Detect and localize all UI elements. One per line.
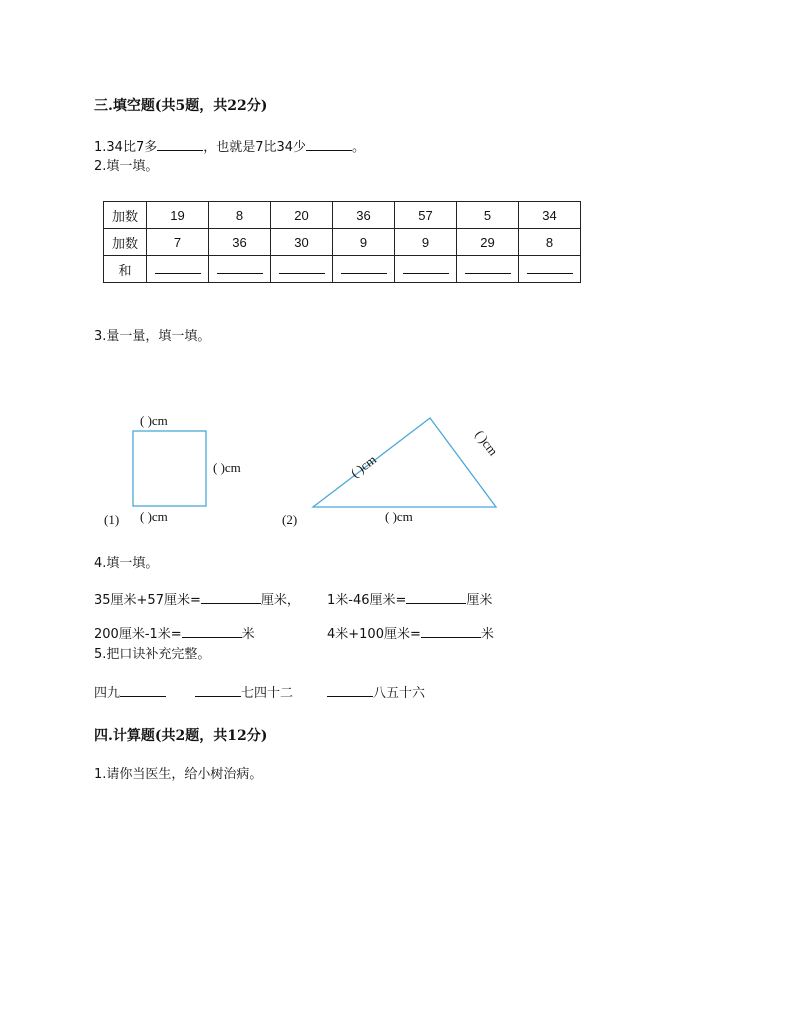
equation-text: 35厘米+57厘米=: [94, 593, 201, 608]
table-cell: 5: [457, 202, 519, 229]
answer-blank[interactable]: [182, 625, 242, 638]
q5-item-3: [327, 684, 425, 702]
rhyme-blank[interactable]: [327, 684, 373, 697]
rhyme-blank[interactable]: [195, 684, 241, 697]
q4-equation-1: [94, 591, 300, 609]
equation-unit: 米: [241, 627, 255, 642]
q4-equation-3: [94, 625, 255, 643]
table-cell: 36: [333, 202, 395, 229]
section3-title: 三.填空题(共5题，共22分): [94, 98, 268, 114]
answer-blank[interactable]: [406, 591, 466, 604]
table-cell: 19: [147, 202, 209, 229]
rhyme-text: 八五十六: [373, 686, 426, 701]
equation-unit: 厘米: [466, 593, 493, 608]
equation-text: 1米-46厘米=: [327, 593, 407, 608]
triangle-shape: [313, 418, 496, 507]
triangle-bottom-label: ( )cm: [385, 509, 413, 524]
square-top-label: ( )cm: [140, 413, 168, 428]
equation-text: 200厘米-1米=: [94, 627, 182, 642]
q4-equation-4: [327, 625, 494, 643]
table-cell: 20: [271, 202, 333, 229]
row1-label: 加数: [104, 202, 147, 229]
q4-equation-2: [327, 591, 492, 609]
square-shape: [133, 431, 206, 506]
question-4-label: 4.填一填。: [94, 556, 159, 571]
row2-label: 加数: [104, 229, 147, 256]
q1-text-part1: 1.34比7多: [94, 140, 158, 155]
answer-blank[interactable]: [421, 625, 481, 638]
question-5-label: 5.把口诀补充完整。: [94, 647, 211, 662]
table-cell: 57: [395, 202, 457, 229]
table-cell: 30: [271, 229, 333, 256]
table-cell: 7: [147, 229, 209, 256]
table-cell: 36: [209, 229, 271, 256]
question-3-label: 3.量一量，填一填。: [94, 329, 211, 344]
table-cell: 8: [519, 229, 581, 256]
square-bottom-label: ( )cm: [140, 509, 168, 524]
row3-label: 和: [104, 256, 147, 283]
table-cell: 8: [209, 202, 271, 229]
rhyme-blank[interactable]: [120, 684, 166, 697]
figure-2-label: (2): [282, 512, 298, 527]
answer-blank[interactable]: [201, 591, 261, 604]
square-right-label: ( )cm: [213, 460, 241, 475]
triangle-left-label: ( )cm: [347, 451, 380, 481]
equation-unit: 厘米，: [260, 593, 300, 608]
table-cell: 9: [333, 229, 395, 256]
section4-title: 四.计算题(共2题，共12分): [94, 728, 268, 744]
q1-text-end: 。: [352, 140, 366, 155]
rhyme-text: 四九: [94, 686, 121, 701]
section4-question-1-label: 1.请你当医生，给小树治病。: [94, 767, 263, 782]
table-cell: 9: [395, 229, 457, 256]
table-cell: 29: [457, 229, 519, 256]
q5-item-2: [195, 684, 293, 702]
rhyme-text: 七四十二: [241, 686, 294, 701]
equation-text: 4米+100厘米=: [327, 627, 421, 642]
question-2-label: 2.填一填。: [94, 159, 159, 174]
triangle-right-label: ( )cm: [472, 427, 502, 459]
q1-text-part2: ，也就是7比34少: [203, 140, 307, 155]
q5-item-1: [94, 684, 166, 702]
figure-1-label: (1): [104, 512, 120, 527]
equation-unit: 米: [480, 627, 494, 642]
table-cell: 34: [519, 202, 581, 229]
